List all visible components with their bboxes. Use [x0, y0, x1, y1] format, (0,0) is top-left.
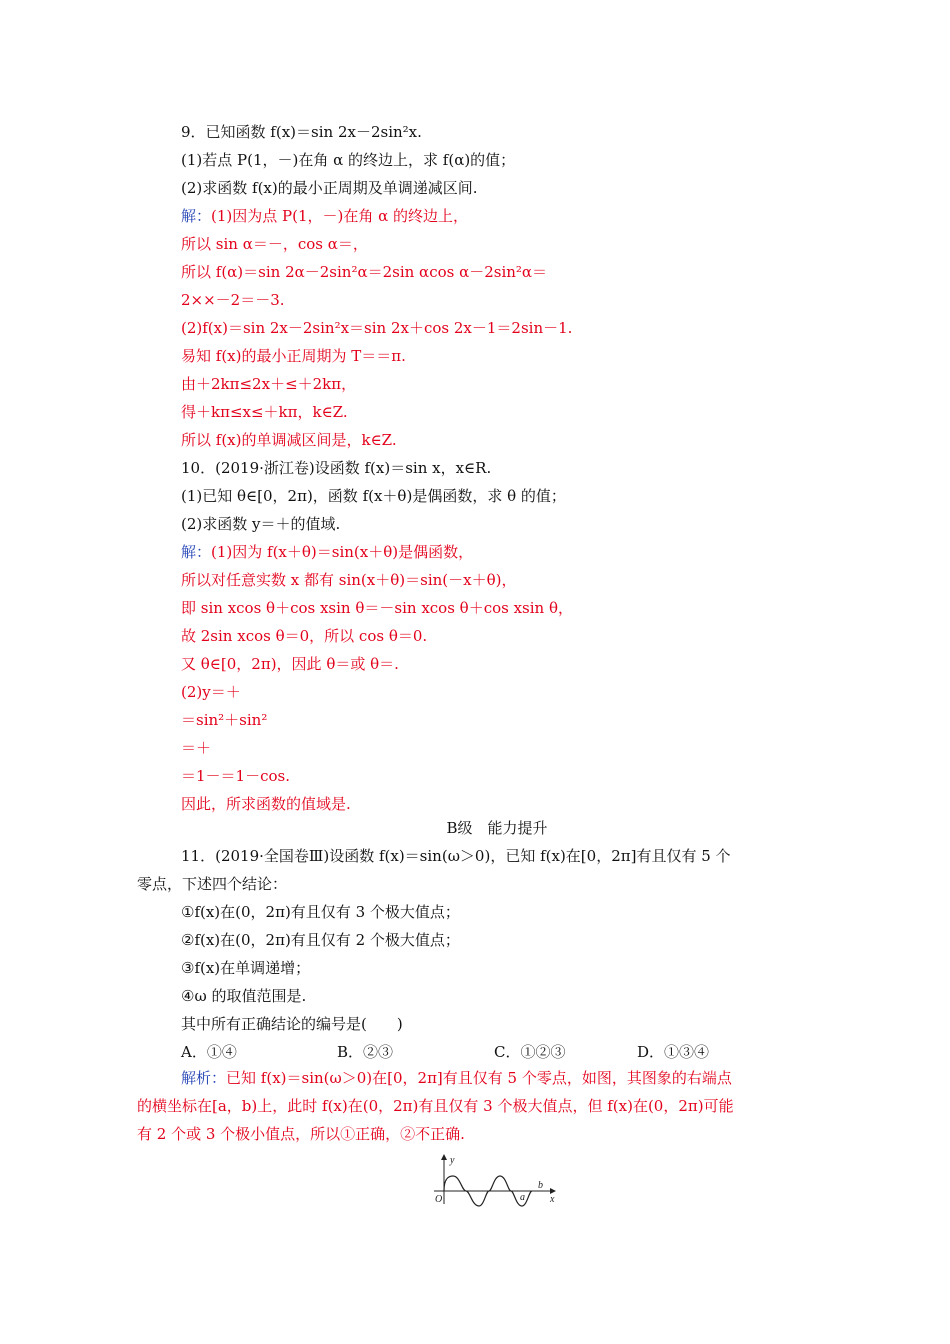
analysis-label: 解析：	[181, 1069, 227, 1087]
problem-11-question: 其中所有正确结论的编号是( )	[181, 1015, 403, 1033]
section-heading: B级 能力提升	[446, 819, 548, 837]
solution-10-line-4: 故 2sin xcos θ＝0，所以 cos θ＝0.	[181, 627, 428, 645]
solution-10-line-7: ＝sin²＋sin²	[181, 711, 268, 729]
solution-10-line-6: (2)y＝＋	[181, 683, 241, 701]
solution-10-line-3: 即 sin xcos θ＋cos xsin θ＝－sin xcos θ＋cos xsin θ，	[181, 599, 574, 617]
problem-9-part-1: (1)若点 P(1，－)在角 α 的终边上，求 f(α)的值；	[181, 151, 516, 169]
solution-9-line-2: 所以 sin α＝－，cos α＝，	[181, 235, 368, 253]
problem-9-statement: 9．已知函数 f(x)＝sin 2x－2sin²x.	[181, 123, 422, 141]
solution-9-line-5: (2)f(x)＝sin 2x－2sin²x＝sin 2x＋cos 2x－1＝2sin－1.	[181, 319, 573, 337]
analysis-11-line-1: 解析：已知 f(x)＝sin(ω＞0)在[0，2π]有且仅有 5 个零点，如图，其图象的右端点	[181, 1069, 732, 1087]
solution-10-line-10: 因此，所求函数的值域是.	[181, 795, 351, 813]
problem-11-conclusion-4: ④ω 的取值范围是.	[181, 987, 307, 1005]
point-a-label: a	[520, 1192, 525, 1203]
solution-9-line-8: 得＋kπ≤x≤＋kπ，k∈Z.	[181, 403, 348, 421]
solution-10-line-2: 所以对任意实数 x 都有 sin(x＋θ)＝sin(－x＋θ)，	[181, 571, 517, 589]
solution-10-line-5: 又 θ∈[0，2π)，因此 θ＝或 θ＝.	[181, 655, 399, 673]
problem-11-conclusion-3: ③f(x)在单调递增；	[181, 959, 311, 977]
point-b-label: b	[538, 1180, 543, 1191]
problem-11-statement: 11．(2019·全国卷Ⅲ)设函数 f(x)＝sin(ω＞0)，已知 f(x)在[0，2π]有且仅有 5 个	[181, 847, 731, 865]
solution-9-line-4: 2××－2＝－3.	[181, 291, 285, 309]
problem-11-statement-cont: 零点，下述四个结论：	[137, 875, 288, 893]
option-c: C．①②③	[494, 1043, 566, 1061]
solution-label: 解：	[181, 207, 212, 225]
problem-9-part-2: (2)求函数 f(x)的最小正周期及单调递减区间.	[181, 179, 478, 197]
problem-10-part-1: (1)已知 θ∈[0，2π)，函数 f(x＋θ)是偶函数，求 θ 的值；	[181, 487, 566, 505]
origin-label: O	[435, 1194, 443, 1205]
solution-9-line-9: 所以 f(x)的单调减区间是，k∈Z.	[181, 431, 397, 449]
solution-10-line-9: ＝1－＝1－cos.	[181, 767, 290, 785]
y-axis-label: y	[450, 1155, 455, 1166]
solution-10-line-8: ＝＋	[181, 739, 212, 757]
solution-9-line-6: 易知 f(x)的最小正周期为 T＝＝π.	[181, 347, 406, 365]
problem-11-conclusion-1: ①f(x)在(0，2π)有且仅有 3 个极大值点；	[181, 903, 460, 921]
analysis-11-line-3: 有 2 个或 3 个极小值点，所以①正确，②不正确.	[137, 1125, 465, 1143]
sine-graph-figure	[432, 1150, 562, 1210]
x-axis-label: x	[550, 1194, 555, 1205]
problem-10-part-2: (2)求函数 y＝＋的值域.	[181, 515, 341, 533]
option-b: B．②③	[337, 1043, 394, 1061]
analysis-11-line-2: 的横坐标在[a，b)上，此时 f(x)在(0，2π)有且仅有 3 个极大值点，但 f(x)在(0，2π)可能	[137, 1097, 734, 1115]
problem-11-conclusion-2: ②f(x)在(0，2π)有且仅有 2 个极大值点；	[181, 931, 460, 949]
solution-9-line-1: 解：(1)因为点 P(1，－)在角 α 的终边上，	[181, 207, 469, 225]
solution-10-line-1: 解：(1)因为 f(x＋θ)＝sin(x＋θ)是偶函数，	[181, 543, 474, 561]
solution-9-line-7: 由＋2kπ≤2x＋≤＋2kπ，	[181, 375, 357, 393]
y-axis-arrow-icon	[441, 1154, 447, 1160]
solution-9-line-3: 所以 f(α)＝sin 2α－2sin²α＝2sin αcos α－2sin²α＝	[181, 263, 548, 281]
option-a: A．①④	[181, 1043, 237, 1061]
solution-label: 解：	[181, 543, 212, 561]
option-d: D．①③④	[637, 1043, 710, 1061]
problem-10-statement: 10．(2019·浙江卷)设函数 f(x)＝sin x，x∈R.	[181, 459, 492, 477]
